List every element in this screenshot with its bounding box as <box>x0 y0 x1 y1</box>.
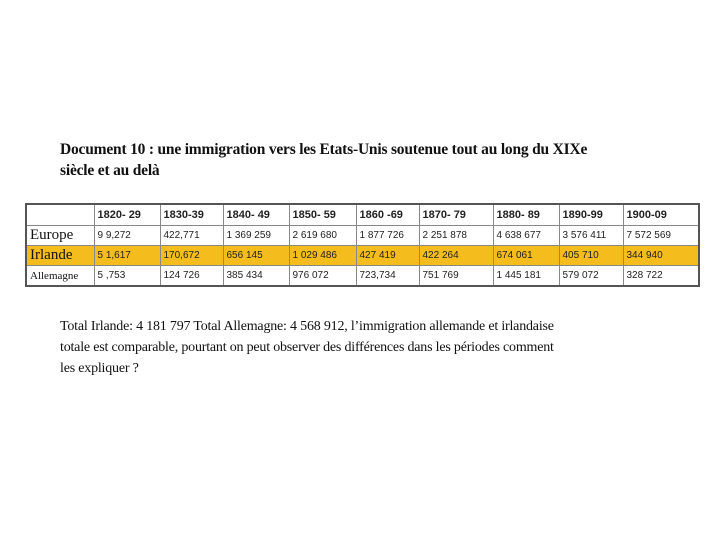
header-cell: 1840- 49 <box>223 204 289 226</box>
table-cell: 2 251 878 <box>419 226 493 246</box>
table-cell: 1 029 486 <box>289 246 356 266</box>
header-cell: 1850- 59 <box>289 204 356 226</box>
header-cell: 1830-39 <box>160 204 223 226</box>
title-line-2: siècle et au delà <box>60 162 160 179</box>
header-cell: 1860 -69 <box>356 204 419 226</box>
table-cell: 4 638 677 <box>493 226 559 246</box>
table-cell: 751 769 <box>419 266 493 287</box>
document-title <box>60 139 660 181</box>
table-cell: 1 369 259 <box>223 226 289 246</box>
table-cell: 5 ,753 <box>94 266 160 287</box>
table-cell: 9 9,272 <box>94 226 160 246</box>
table-cell: 385 434 <box>223 266 289 287</box>
question-text <box>60 316 660 379</box>
table-cell: 7 572 569 <box>623 226 699 246</box>
table-cell: 405 710 <box>559 246 623 266</box>
table-row-europe <box>26 226 699 246</box>
table-cell: 422 264 <box>419 246 493 266</box>
question-line-3: les expliquer ? <box>60 361 139 376</box>
table-header-row <box>26 204 699 226</box>
table-cell: 422,771 <box>160 226 223 246</box>
table-cell: 124 726 <box>160 266 223 287</box>
immigration-table <box>25 203 700 287</box>
table-row-allemagne <box>26 266 699 287</box>
header-cell: 1900-09 <box>623 204 699 226</box>
header-cell: 1870- 79 <box>419 204 493 226</box>
table-cell: 1 445 181 <box>493 266 559 287</box>
row-label: Allemagne <box>26 266 94 287</box>
header-cell: 1880- 89 <box>493 204 559 226</box>
question-line-1: Total Irlande: 4 181 797 Total Allemagne: 4 568 912, l’immigration allemande et irlandaise <box>60 319 554 334</box>
row-label: Europe <box>26 226 94 246</box>
header-cell: 1820- 29 <box>94 204 160 226</box>
table-cell: 976 072 <box>289 266 356 287</box>
table-row-irlande <box>26 246 699 266</box>
table-cell: 344 940 <box>623 246 699 266</box>
table-cell: 723,734 <box>356 266 419 287</box>
table-cell: 427 419 <box>356 246 419 266</box>
table-cell: 170,672 <box>160 246 223 266</box>
title-line-1: Document 10 : une immigration vers les Etats-Unis soutenue tout au long du XIXe <box>60 141 588 158</box>
table-cell: 656 145 <box>223 246 289 266</box>
table-cell: 5 1,617 <box>94 246 160 266</box>
table-cell: 328 722 <box>623 266 699 287</box>
header-cell: 1890-99 <box>559 204 623 226</box>
table-cell: 1 877 726 <box>356 226 419 246</box>
table-cell: 2 619 680 <box>289 226 356 246</box>
question-line-2: totale est comparable, pourtant on peut observer des différences dans les périodes comment <box>60 340 554 355</box>
table-cell: 3 576 411 <box>559 226 623 246</box>
table-cell: 674 061 <box>493 246 559 266</box>
table-cell: 579 072 <box>559 266 623 287</box>
header-cell <box>26 204 94 226</box>
row-label: Irlande <box>26 246 94 266</box>
